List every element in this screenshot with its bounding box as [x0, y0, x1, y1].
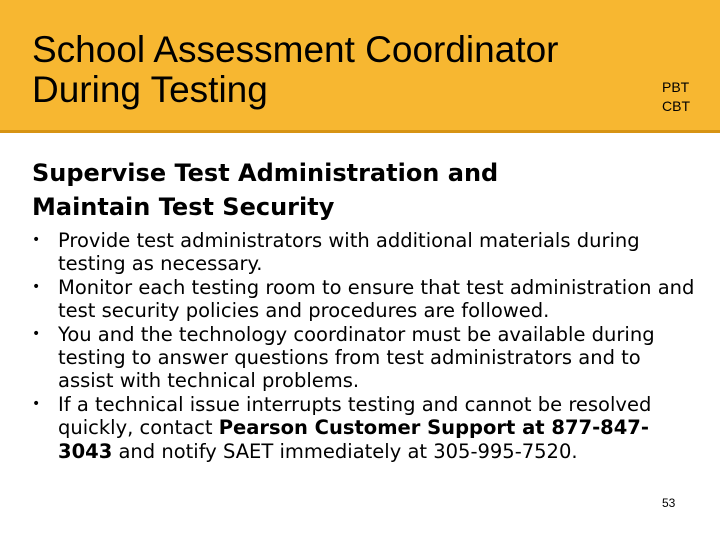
bullet-text: Provide test administrators with additional materials during testing as necessary. — [58, 229, 640, 276]
section-heading-line-2: Maintain Test Security — [32, 193, 335, 221]
bullet-item-availability — [32, 323, 698, 393]
bullet-dot-icon: • — [32, 395, 41, 412]
bullet-dot-icon: • — [32, 325, 41, 342]
bullet-text-before: If a technical issue interrupts testing and cannot be resolved quickly, contact — [58, 392, 652, 440]
slide-title-line-1: School Assessment Coordinator — [32, 29, 559, 70]
section-heading — [32, 156, 672, 224]
bullet-dot-icon: • — [32, 278, 41, 295]
section-heading-line-1: Supervise Test Administration and — [32, 159, 499, 187]
tag-cbt: CBT — [662, 98, 690, 114]
tag-pbt: PBT — [662, 79, 690, 95]
bullet-text: You and the technology coordinator must be available during testing to answer questions from test administrators and to assist with technical problems. — [58, 322, 655, 393]
bullet-text: Monitor each testing room to ensure that test administration and test security policies and procedures are followed. — [58, 275, 695, 323]
bullet-item-technical-issue — [32, 393, 698, 463]
slide-header — [0, 0, 720, 133]
page-number: 53 — [662, 496, 676, 510]
bullet-text-after: and notify SAET immediately at 305-995-7520. — [112, 439, 578, 463]
test-mode-tags — [662, 78, 690, 116]
bullet-item-materials — [32, 229, 698, 276]
slide-title-line-2: During Testing — [32, 69, 268, 110]
slide-title — [32, 30, 632, 110]
pearson-support-contact: Pearson Customer Support at 877-847-3043 — [58, 416, 649, 463]
bullet-list — [32, 229, 698, 463]
bullet-dot-icon: • — [32, 232, 41, 248]
bullet-item-monitor — [32, 276, 698, 323]
